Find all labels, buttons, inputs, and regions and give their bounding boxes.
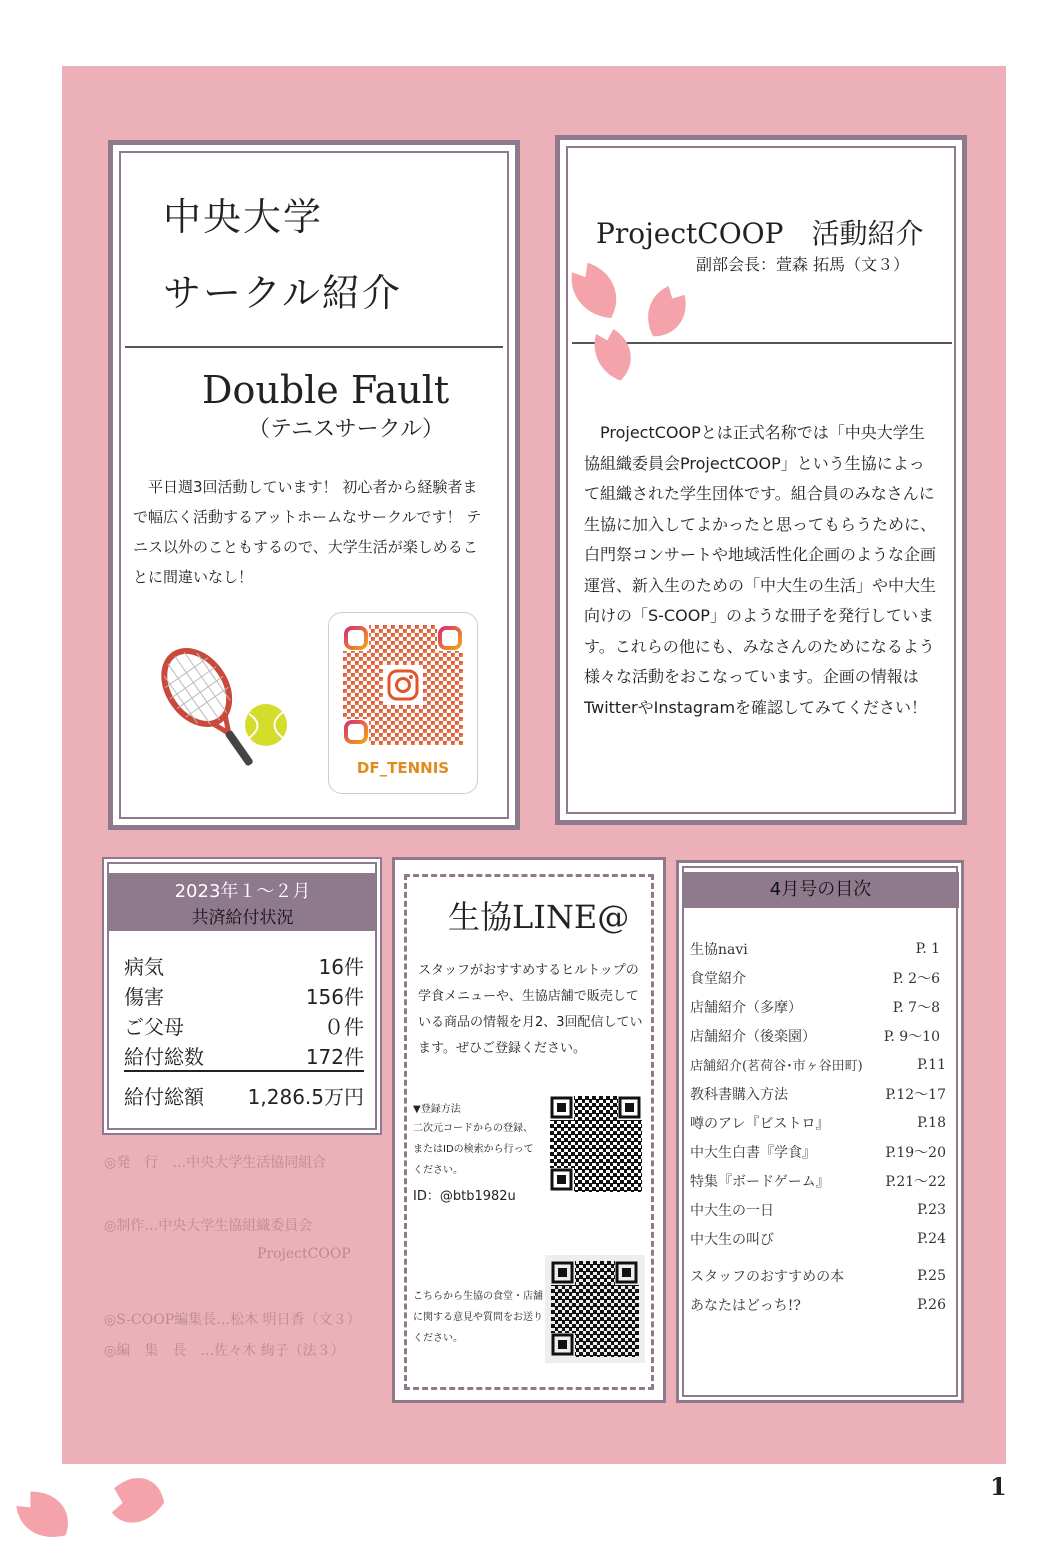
- toc-item-label: 教科書購入方法: [690, 1086, 788, 1103]
- line-title: 生協LINE@: [448, 898, 630, 936]
- line-register-heading: ▼登録方法: [413, 1104, 461, 1115]
- toc-item[interactable]: [690, 1290, 946, 1319]
- instagram-qr-card[interactable]: [328, 612, 478, 794]
- toc-item-label: 中大生白書『学食』: [690, 1144, 816, 1161]
- toc-item-page: P. 2～6: [892, 970, 940, 987]
- stats-row-value: ０件: [324, 1014, 364, 1039]
- toc-item[interactable]: [690, 963, 946, 992]
- toc-item[interactable]: [690, 1021, 946, 1050]
- stats-total-value: 1,286.5万円: [247, 1084, 364, 1109]
- toc-item[interactable]: [690, 1137, 946, 1166]
- stats-total-label: 給付総額: [124, 1084, 204, 1109]
- toc-item[interactable]: [690, 1195, 946, 1224]
- toc-item[interactable]: [690, 1261, 946, 1290]
- line-register-instructions: 二次元コードからの登録、またはIDの検索から行ってください。: [413, 1123, 534, 1176]
- credit-editor: ◎編 集 長 …佐々木 絢子（法３）: [104, 1343, 345, 1359]
- divider: [125, 346, 503, 348]
- instagram-handle: DF_TENNIS: [356, 759, 450, 777]
- line-feedback-text: こちらから生協の食堂・店舗に関する意見や質問をお送りください。: [413, 1291, 543, 1344]
- toc-item-page: P.24: [917, 1230, 946, 1247]
- toc-item-page: P. 7～8: [892, 999, 940, 1016]
- toc-item-page: P.19～20: [885, 1144, 946, 1161]
- stats-row-value: 16件: [318, 954, 364, 979]
- circle-subtitle: （テニスサークル）: [248, 417, 445, 442]
- toc-item-label: 店舗紹介（多摩）: [690, 999, 802, 1016]
- petal-icon: [12, 1480, 82, 1546]
- toc-item-label: 噂のアレ『ビストロ』: [690, 1115, 830, 1132]
- toc-item-page: P.26: [917, 1296, 946, 1313]
- toc-item-page: P.12～17: [885, 1086, 946, 1103]
- toc-title: 4月号の目次: [769, 879, 872, 900]
- stats-row: [124, 1040, 364, 1072]
- stats-row-label: 給付総数: [124, 1044, 204, 1069]
- toc-item[interactable]: [690, 1050, 946, 1079]
- stats-title: 共済給付状況: [191, 908, 294, 928]
- toc-item-label: 中大生の一日: [690, 1202, 774, 1219]
- credit-publisher: ◎発 行 …中央大学生活協同組合: [104, 1155, 327, 1171]
- projectcoop-description: ProjectCOOPとは正式名称では「中央大学生協組織委員会ProjectCOOP」という生協によって組織された学生団体です。組合員のみなさんに生協に加入してよかったと思ってもらうために、白門祭コンサートや地域活性化企画のような企画運営、新入生のための「中大生の生活」や中大生向けの「S-COOP」のような冊子を発行しています。これらの他にも、みなさんのためになるよう様々な活動をおこなっています。企画の情報はTwitterやInstagramを確認してみてください！: [584, 423, 937, 717]
- toc-item-label: 特集『ボードゲーム』: [690, 1173, 830, 1190]
- circle-description: 平日週3回活動しています！ 初心者から経験者まで幅広く活動するアットホームなサークルです！ テニス以外のこともするので、大学生活が楽しめることに間違いなし！: [133, 478, 482, 586]
- petal-icon: [568, 255, 628, 325]
- circle-heading-line1: 中央大学: [163, 195, 324, 239]
- circle-heading-line2: サークル紹介: [163, 271, 402, 315]
- line-description: スタッフがおすすめするヒルトップの学食メニューや、生協店舗で販売している商品の情報を月2、3回配信しています。ぜひご登録ください。: [418, 963, 643, 1056]
- credit-scoop-editor: ◎S-COOP編集長…松木 明日香（文３）: [104, 1312, 361, 1328]
- stats-header: [108, 873, 377, 931]
- toc-item[interactable]: [690, 992, 946, 1021]
- toc-item-label: スタッフのおすすめの本: [690, 1268, 845, 1285]
- toc-item[interactable]: [690, 934, 946, 963]
- toc-item[interactable]: [690, 1224, 946, 1253]
- toc-item-page: P.21～22: [885, 1173, 946, 1190]
- petal-icon: [96, 1466, 182, 1526]
- feedback-qr-code[interactable]: [545, 1255, 645, 1363]
- petal-icon: [588, 325, 644, 385]
- toc-item[interactable]: [690, 1108, 946, 1137]
- stats-table: [124, 950, 364, 1110]
- toc-item-page: P.23: [917, 1201, 946, 1218]
- stats-total-row: [124, 1080, 364, 1110]
- toc-item-page: P.25: [917, 1267, 946, 1284]
- toc-item-page: P. 9～10: [883, 1028, 940, 1045]
- line-register-qr-code[interactable]: [550, 1096, 642, 1192]
- stats-row-label: 傷害: [124, 984, 164, 1009]
- toc-list: [690, 934, 946, 1319]
- toc-item-page: P.18: [917, 1114, 946, 1131]
- toc-item-label: 店舗紹介（後楽園）: [690, 1028, 816, 1045]
- toc-item-label: 中大生の叫び: [690, 1231, 774, 1248]
- toc-item-label: あなたはどっち!?: [690, 1297, 801, 1314]
- circle-name: Double Fault: [202, 368, 450, 412]
- toc-item[interactable]: [690, 1079, 946, 1108]
- toc-item-label: 店舗紹介(茗荷谷･市ヶ谷田町): [690, 1059, 863, 1074]
- stats-period: 2023年１～２月: [174, 881, 311, 902]
- stats-row-label: ご父母: [124, 1014, 184, 1039]
- stats-row-value: 156件: [305, 984, 364, 1009]
- toc-item-page: P.11: [917, 1056, 946, 1073]
- instagram-icon: [387, 669, 419, 701]
- toc-item-label: 食堂紹介: [690, 970, 746, 987]
- stats-row-label: 病気: [124, 954, 164, 979]
- credit-producer: ◎制作…中央大学生協組織委員会: [104, 1218, 313, 1234]
- petal-icon: [638, 285, 698, 345]
- tennis-ball-icon: [243, 702, 289, 748]
- line-id: ID：@btb1982u: [413, 1189, 516, 1204]
- stats-row-value: 172件: [305, 1044, 364, 1069]
- page-number: 1: [990, 1472, 1007, 1501]
- toc-item-page: P. 1: [915, 940, 940, 957]
- credit-producer-group: ProjectCOOP: [257, 1246, 351, 1262]
- projectcoop-author: 副部会長：萱森 拓馬（文３）: [696, 255, 910, 274]
- projectcoop-title: ProjectCOOP 活動紹介: [596, 217, 924, 250]
- toc-header: [682, 872, 959, 908]
- toc-item-label: 生協navi: [690, 941, 748, 958]
- stats-row: [124, 1010, 364, 1040]
- toc-item[interactable]: [690, 1166, 946, 1195]
- stats-row: [124, 980, 364, 1010]
- stats-row: [124, 950, 364, 980]
